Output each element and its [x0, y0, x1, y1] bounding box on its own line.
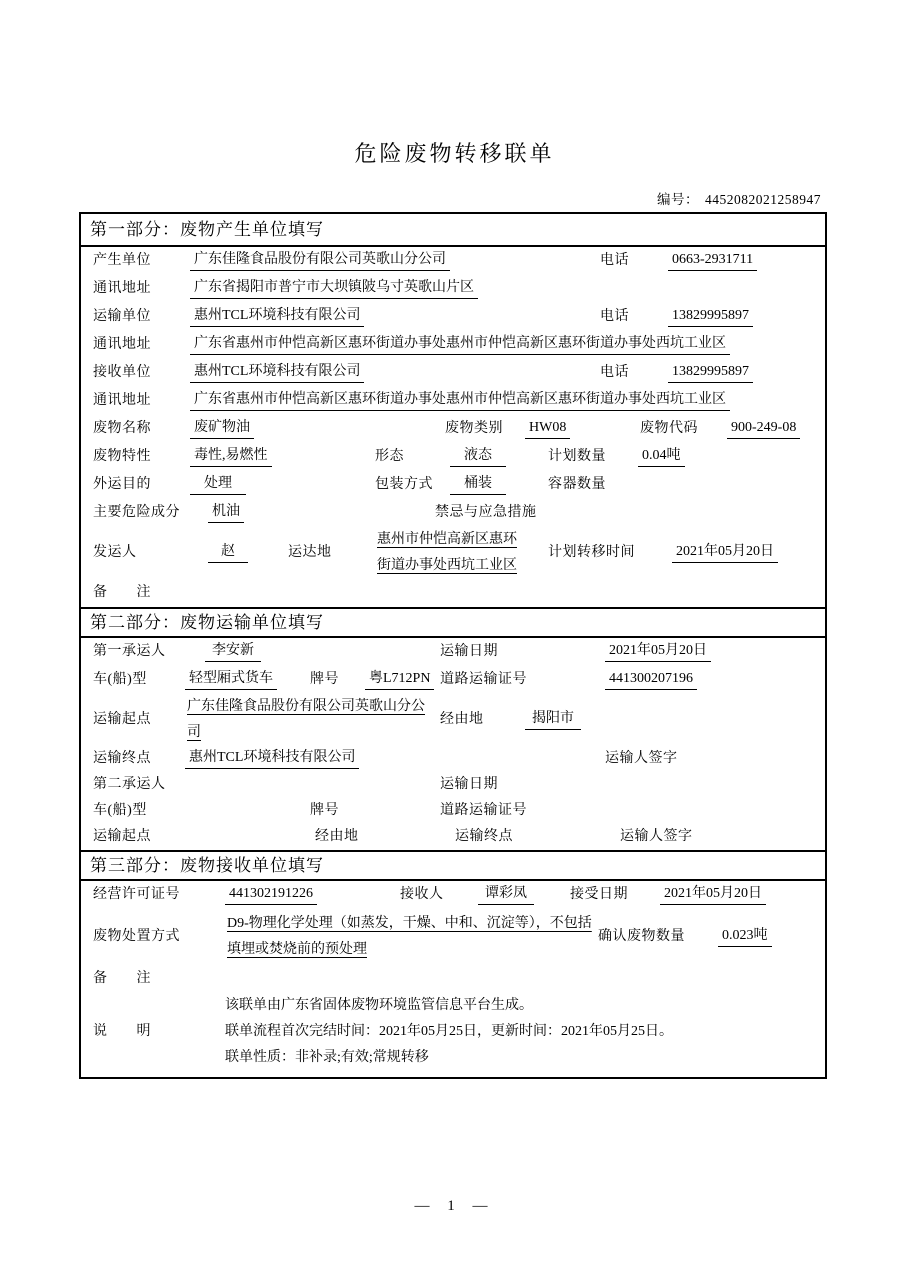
section1-header-text: 第一部分：废物产生单位填写 — [90, 220, 324, 239]
via1-value: 揭阳市 — [525, 710, 581, 730]
transporter-cell — [190, 307, 600, 327]
hazard-cell — [208, 503, 435, 523]
plate1-value: 粤L712PN — [365, 670, 434, 690]
transporter-address-label: 通讯地址 — [93, 337, 151, 352]
manifest-number-value: 4452082021258947 — [705, 192, 821, 207]
carrier1-value: 李安新 — [205, 642, 261, 662]
carrier1-sign-label: 运输人签字 — [605, 751, 678, 766]
receiver-value: 惠州TCL环境科技有限公司 — [190, 363, 364, 383]
producer-label: 产生单位 — [93, 253, 151, 268]
permit-label: 经营许可证号 — [93, 887, 180, 902]
plan-qty-cell — [638, 447, 819, 467]
carrier2-sign-label: 运输人签字 — [620, 829, 693, 844]
section1-header — [81, 214, 825, 247]
plan-qty-label: 计划数量 — [548, 449, 606, 464]
plan-time-value: 2021年05月20日 — [672, 543, 778, 563]
end1-cell — [185, 749, 605, 769]
row-carrier2 — [81, 772, 825, 798]
receiver-cell — [190, 363, 600, 383]
transport-date1-label: 运输日期 — [440, 644, 498, 659]
purpose-value: 处理 — [190, 475, 246, 495]
section2-header — [81, 607, 825, 638]
road-license1-cell — [605, 670, 819, 690]
waste-name-value: 废矿物油 — [190, 419, 254, 439]
destination-value: 惠州市仲恺高新区惠环街道办事处西坑工业区 — [377, 532, 517, 573]
emergency-label: 禁忌与应急措施 — [435, 505, 537, 520]
receiver-address-cell — [190, 391, 819, 411]
form-value: 液态 — [450, 447, 506, 467]
waste-name-cell — [190, 419, 445, 439]
plate2-label: 牌号 — [310, 803, 339, 818]
producer-address-value: 广东省揭阳市普宁市大坝镇陂乌寸英歌山片区 — [190, 279, 478, 299]
road-license1-label: 道路运输证号 — [440, 672, 527, 687]
confirm-qty-cell — [718, 927, 819, 947]
transporter-phone-cell — [668, 307, 819, 327]
receive-person-value: 谭彩凤 — [478, 885, 534, 905]
row-origin1 — [81, 694, 825, 746]
transport-date1-cell — [605, 642, 819, 662]
via2-label: 经由地 — [315, 829, 359, 844]
destination-cell — [375, 527, 548, 579]
origin1-value: 广东佳隆食品股份有限公司英歌山分公司 — [187, 699, 425, 740]
transporter-address-cell — [190, 335, 819, 355]
transporter-value: 惠州TCL环境科技有限公司 — [190, 307, 364, 327]
hazard-value: 机油 — [208, 503, 244, 523]
origin2-label: 运输起点 — [93, 829, 151, 844]
row-carrier2-route — [81, 824, 825, 850]
disposal-cell — [225, 911, 598, 963]
receiver-address-label: 通讯地址 — [93, 393, 151, 408]
waste-class-label: 废物类别 — [445, 421, 503, 436]
receive-person-label: 接收人 — [400, 887, 444, 902]
carrier1-label: 第一承运人 — [93, 644, 166, 659]
permit-cell — [225, 885, 400, 905]
carrier2-label: 第二承运人 — [93, 777, 166, 792]
section2-header-text: 第二部分：废物运输单位填写 — [90, 613, 324, 632]
receiver-phone-cell — [668, 363, 819, 383]
via1-cell — [525, 710, 819, 730]
disposal-value: D9-物理化学处理（如蒸发，干燥、中和、沉淀等），不包括填埋或焚烧前的预处理 — [227, 916, 592, 957]
sender-label: 发运人 — [93, 545, 137, 560]
row-receiver-address — [81, 387, 825, 415]
section3-header — [81, 850, 825, 881]
receiver-address-value: 广东省惠州市仲恺高新区惠环街道办事处惠州市仲恺高新区惠环街道办事处西坑工业区 — [190, 391, 730, 411]
destination-label: 运达地 — [288, 545, 332, 560]
plate1-cell — [365, 670, 440, 690]
form-cell — [450, 447, 548, 467]
waste-property-value: 毒性,易燃性 — [190, 447, 272, 467]
row-disposal — [81, 909, 825, 965]
producer-phone-cell — [668, 251, 819, 271]
manifest-number — [657, 188, 821, 208]
disposal-label: 废物处置方式 — [93, 929, 180, 944]
end1-value: 惠州TCL环境科技有限公司 — [185, 749, 359, 769]
permit-value: 441302191226 — [225, 885, 317, 905]
carrier1-cell — [205, 642, 440, 662]
transporter-label: 运输单位 — [93, 309, 151, 324]
manifest-table — [79, 212, 827, 1079]
plan-time-label: 计划转移时间 — [548, 545, 635, 560]
transport-date2-label: 运输日期 — [440, 777, 498, 792]
waste-property-label: 废物特性 — [93, 449, 151, 464]
transporter-phone-label: 电话 — [600, 309, 629, 324]
vehicle1-label: 车(船)型 — [93, 672, 147, 687]
waste-property-cell — [190, 447, 375, 467]
end1-label: 运输终点 — [93, 751, 151, 766]
road-license2-label: 道路运输证号 — [440, 803, 527, 818]
row-waste-property — [81, 443, 825, 471]
confirm-qty-value: 0.023吨 — [718, 927, 772, 947]
row-permit — [81, 881, 825, 909]
receive-date-label: 接受日期 — [570, 887, 628, 902]
note-line-2: 联单流程首次完结时间：2021年05月25日，更新时间：2021年05月25日。 — [225, 1024, 673, 1039]
receiver-phone-value: 13829995897 — [668, 363, 753, 383]
row-carrier1 — [81, 638, 825, 666]
row-vehicle2 — [81, 798, 825, 824]
row-notes — [81, 993, 825, 1077]
road-license1-value: 441300207196 — [605, 670, 697, 690]
row-transporter-address — [81, 331, 825, 359]
receiver-phone-label: 电话 — [600, 365, 629, 380]
container-qty-label: 容器数量 — [548, 477, 606, 492]
row-transporter — [81, 303, 825, 331]
vehicle1-value: 轻型厢式货车 — [185, 670, 277, 690]
receive-date-cell — [660, 885, 819, 905]
origin1-label: 运输起点 — [93, 712, 151, 727]
confirm-qty-label: 确认废物数量 — [598, 929, 685, 944]
waste-name-label: 废物名称 — [93, 421, 151, 436]
producer-value: 广东佳隆食品股份有限公司英歌山分公司 — [190, 251, 450, 271]
row-producer — [81, 247, 825, 275]
notes-label: 说 明 — [93, 1024, 151, 1039]
plate1-label: 牌号 — [310, 672, 339, 687]
page-title: 危险废物转移联单 — [354, 141, 555, 166]
vehicle2-label: 车(船)型 — [93, 803, 147, 818]
waste-code-cell — [727, 419, 819, 439]
producer-phone-value: 0663-2931711 — [668, 251, 757, 271]
row-waste-name — [81, 415, 825, 443]
sender-cell — [208, 543, 288, 563]
packing-label: 包装方式 — [375, 477, 433, 492]
form-label: 形态 — [375, 449, 404, 464]
notes-block — [225, 993, 819, 1071]
receiver-label: 接收单位 — [93, 365, 151, 380]
note-line-3: 联单性质：非补录;有效;常规转移 — [225, 1050, 429, 1065]
row-s1-remark — [81, 579, 825, 607]
via1-label: 经由地 — [440, 712, 484, 727]
plan-qty-value: 0.04吨 — [638, 447, 685, 467]
packing-cell — [450, 475, 548, 495]
section3-header-text: 第三部分：废物接收单位填写 — [90, 856, 324, 875]
row-producer-address — [81, 275, 825, 303]
transporter-address-value: 广东省惠州市仲恺高新区惠环街道办事处惠州市仲恺高新区惠环街道办事处西坑工业区 — [190, 335, 730, 355]
producer-cell — [190, 251, 600, 271]
plan-time-cell — [672, 543, 819, 563]
waste-class-cell — [525, 419, 640, 439]
purpose-label: 外运目的 — [93, 477, 151, 492]
row-sender — [81, 527, 825, 579]
row-receiver — [81, 359, 825, 387]
producer-address-label: 通讯地址 — [93, 281, 151, 296]
hazard-label: 主要危险成分 — [93, 505, 180, 520]
origin1-cell — [185, 694, 440, 746]
producer-address-cell — [190, 279, 819, 299]
end2-label: 运输终点 — [455, 829, 513, 844]
row-end1 — [81, 746, 825, 772]
receive-date-value: 2021年05月20日 — [660, 885, 766, 905]
row-vehicle1 — [81, 666, 825, 694]
packing-value: 桶装 — [450, 475, 506, 495]
waste-class-value: HW08 — [525, 419, 570, 439]
row-purpose — [81, 471, 825, 499]
sender-value: 赵 — [208, 543, 248, 563]
receive-person-cell — [478, 885, 570, 905]
producer-phone-label: 电话 — [600, 253, 629, 268]
page-number: — 1 — — [414, 1198, 495, 1214]
transporter-phone-value: 13829995897 — [668, 307, 753, 327]
transport-date1-value: 2021年05月20日 — [605, 642, 711, 662]
note-line-1: 该联单由广东省固体废物环境监管信息平台生成。 — [225, 998, 533, 1013]
purpose-cell — [190, 475, 375, 495]
vehicle1-cell — [185, 670, 310, 690]
manifest-number-label: 编号： — [657, 192, 699, 207]
waste-code-value: 900-249-08 — [727, 419, 800, 439]
waste-code-label: 废物代码 — [640, 421, 698, 436]
s3-remark-label: 备 注 — [93, 971, 151, 986]
row-hazard — [81, 499, 825, 527]
row-s3-remark — [81, 965, 825, 993]
s1-remark-label: 备 注 — [93, 585, 151, 600]
